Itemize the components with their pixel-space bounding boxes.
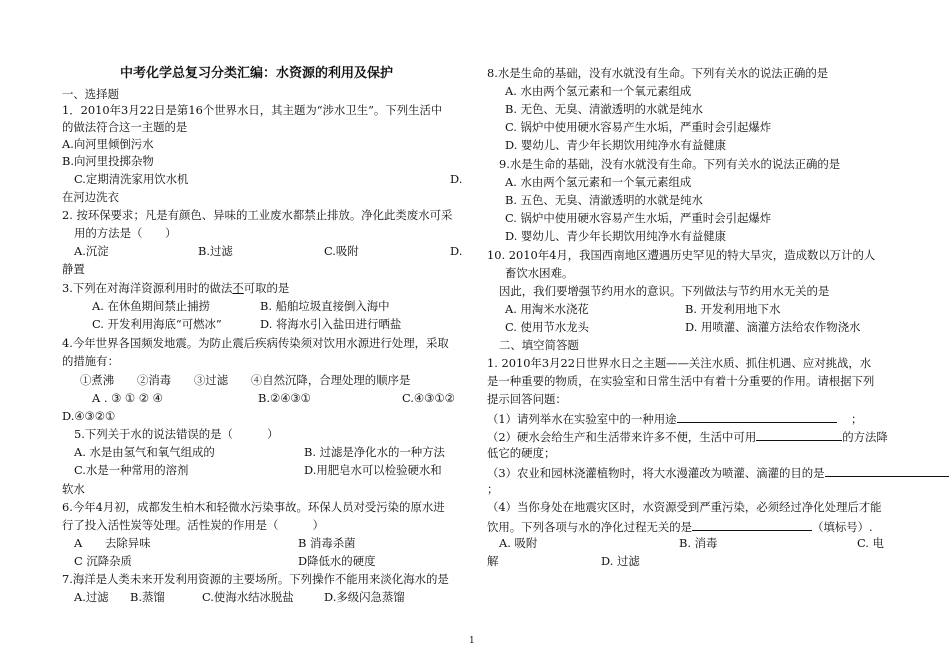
question-text: 9.水是生命的基础，没有水就没有生命。下列有关水的说法正确的是 bbox=[499, 157, 841, 171]
option-c-cont: 解 bbox=[487, 554, 499, 568]
option-a: A 去除异味 bbox=[74, 536, 151, 550]
question-text-part: 3.下列在对海洋资源利用时的做法 bbox=[62, 281, 233, 295]
option-d-cont: 软水 bbox=[62, 482, 85, 496]
question-text: 1．2010年3月22日是第16个世界水日，其主题为“涉水卫生”。下列生活中 bbox=[62, 103, 443, 117]
question-text-part: （填标号）. bbox=[812, 520, 873, 534]
question-text: ； bbox=[487, 482, 499, 496]
page-title: 中考化学总复习分类汇编：水资源的利用及保护 bbox=[120, 66, 394, 81]
question-text: 提示回答问题： bbox=[487, 392, 567, 406]
question-part-4 bbox=[487, 518, 873, 535]
question-text: 2. 按环保要求；凡是有颜色、异味的工业废水都禁止排放。净化此类废水可采 bbox=[62, 208, 453, 222]
option-b: B.蒸馏 bbox=[130, 590, 165, 604]
option-b: B.②④③① bbox=[258, 391, 311, 405]
option-b: B.过滤 bbox=[198, 244, 233, 258]
question-part-3 bbox=[487, 464, 949, 481]
option-d: D降低水的硬度 bbox=[298, 554, 376, 568]
option-b: B. 无色、无臭、清澈透明的水就是纯水 bbox=[505, 102, 703, 116]
option-c: C. 锅炉中使用硬水容易产生水垢，严重时会引起爆炸 bbox=[505, 120, 772, 134]
question-text: 是一种重要的物质，在实验室和日常生活中有着十分重要的作用。请根据下列 bbox=[487, 374, 875, 388]
question-text: 的做法符合这一主题的是 bbox=[62, 120, 188, 134]
option-a: A.沉淀 bbox=[74, 244, 109, 258]
option-b: B 消毒杀菌 bbox=[298, 536, 356, 550]
question-text: 7.海洋是人类未来开发利用资源的主要场所。下列操作不能用来淡化海水的是 bbox=[62, 572, 449, 586]
option-b: B. 消毒 bbox=[679, 536, 718, 550]
question-text: 10. 2010年4月，我国西南地区遭遇历史罕见的特大旱灾，造成数以万计的人 bbox=[487, 248, 876, 262]
question-text-part: （2）硬水会给生产和生活带来许多不便，生活中可用 bbox=[487, 430, 757, 444]
option-a: A. 水是由氢气和氧气组成的 bbox=[74, 445, 215, 459]
emphasis-word: 不 bbox=[232, 281, 244, 295]
option-b: B. 五色、无臭、清澈透明的水就是纯水 bbox=[505, 193, 703, 207]
option-d-cont: 静置 bbox=[62, 262, 85, 276]
question-text: 畜饮水困难。 bbox=[505, 266, 574, 280]
question-text: 行了投入活性炭等处理。活性炭的作用是（ ） bbox=[62, 518, 324, 532]
option-b: B.向河里投掷杂物 bbox=[62, 154, 154, 168]
question-text: 1. 2010年3月22日世界水日之主题——关注水质、抓住机遇、应对挑战，水 bbox=[487, 356, 872, 370]
question-text: 低它的硬度； bbox=[487, 446, 556, 460]
question-text: 因此，我们要增强节约用水的意识。下列做法与节约用水无关的是 bbox=[499, 284, 830, 298]
option-d: D. 过滤 bbox=[601, 554, 640, 568]
option-d: D.用肥皂水可以检验硬水和 bbox=[304, 463, 442, 477]
question-text: 6.今年4月初，成都发生柏木和轻微水污染事故。环保人员对受污染的原水进 bbox=[62, 500, 445, 514]
question-text-part: 饮用。下列各项与水的净化过程无关的是 bbox=[487, 520, 693, 534]
option-a: A. 吸附 bbox=[499, 536, 538, 550]
question-text: 用的方法是（ ） bbox=[74, 226, 177, 240]
question-text-part: （3）农业和园林浇灌植物时，将大水漫灌改为喷灌、滴灌的目的是 bbox=[487, 466, 825, 480]
option-b: B. 过滤是净化水的一种方法 bbox=[304, 445, 445, 459]
question-text-part: （1）请列举水在实验室中的一种用途 bbox=[487, 412, 677, 426]
question-text bbox=[62, 281, 289, 296]
question-text: （4）当你身处在地震灾区时，水资源受到严重污染，必须经过净化处理后才能 bbox=[487, 500, 882, 514]
option-c: C.使海水结冰脱盐 bbox=[202, 590, 294, 604]
option-c: C. 开发利用海底“可燃冰” bbox=[92, 317, 222, 331]
question-text: 的措施有： bbox=[62, 354, 119, 368]
option-d: D. bbox=[450, 244, 463, 258]
question-part-2 bbox=[487, 428, 888, 445]
option-c: C.④③①② bbox=[402, 391, 455, 405]
answer-blank[interactable] bbox=[756, 428, 842, 441]
option-c: C. 使用节水龙头 bbox=[505, 320, 589, 334]
option-a: A.过滤 bbox=[74, 590, 109, 604]
option-c: C.水是一种常用的溶剂 bbox=[74, 463, 189, 477]
option-a: A.向河里倾倒污水 bbox=[62, 137, 154, 151]
answer-blank[interactable] bbox=[692, 518, 812, 531]
option-d: D. 将海水引入盐田进行晒盐 bbox=[260, 317, 402, 331]
question-text: 8.水是生命的基础，没有水就没有生命。下列有关水的说法正确的是 bbox=[487, 66, 829, 80]
option-b: B. 开发利用地下水 bbox=[685, 302, 781, 316]
option-b: B. 船舶垃圾直接倒入海中 bbox=[260, 299, 390, 313]
option-a: A. 用淘米水浇花 bbox=[505, 302, 589, 316]
option-c: C 沉降杂质 bbox=[74, 554, 132, 568]
option-d: D. 用喷灌、滴灌方法给农作物浇水 bbox=[685, 320, 861, 334]
option-d-cont: 在河边洗衣 bbox=[62, 190, 119, 204]
question-text-part: 的方法降 bbox=[842, 430, 888, 444]
question-text-part: ； bbox=[850, 412, 863, 426]
section-heading: 一、选择题 bbox=[62, 87, 119, 101]
option-c: C. 锅炉中使用硬水容易产生水垢，严重时会引起爆炸 bbox=[505, 211, 772, 225]
question-part-1 bbox=[487, 410, 862, 427]
option-a: A. 在休鱼期间禁止捕捞 bbox=[92, 299, 210, 313]
option-d: D. 婴幼儿、青少年长期饮用纯净水有益健康 bbox=[505, 229, 727, 243]
option-d: D.多级闪急蒸馏 bbox=[324, 590, 405, 604]
option-a: A. 水由两个氢元素和一个氧元素组成 bbox=[505, 175, 692, 189]
option-a: A . ③ ① ② ④ bbox=[92, 391, 163, 405]
option-c: C.定期清洗家用饮水机 bbox=[74, 172, 189, 186]
option-c: C.吸附 bbox=[324, 244, 359, 258]
option-d: D. 婴幼儿、青少年长期饮用纯净水有益健康 bbox=[505, 138, 727, 152]
question-text-part: 可取的是 bbox=[243, 281, 290, 295]
answer-blank[interactable] bbox=[677, 410, 837, 423]
option-a: A. 水由两个氢元素和一个氧元素组成 bbox=[505, 84, 692, 98]
question-text: 5.下列关于水的说法错误的是（ ） bbox=[74, 427, 279, 441]
option-c: C. 电 bbox=[857, 536, 884, 550]
answer-blank[interactable] bbox=[825, 464, 949, 477]
option-d: D.④③②① bbox=[62, 409, 116, 423]
section-heading: 二、填空简答题 bbox=[499, 338, 579, 352]
question-text: ①煮沸 ②消毒 ③过滤 ④自然沉降，合理处理的顺序是 bbox=[80, 373, 411, 387]
question-text: 4.今年世界各国频发地震。为防止震后疾病传染须对饮用水源进行处理，采取 bbox=[62, 336, 449, 350]
page-number: 1 bbox=[469, 636, 475, 646]
option-d: D. bbox=[450, 172, 463, 186]
